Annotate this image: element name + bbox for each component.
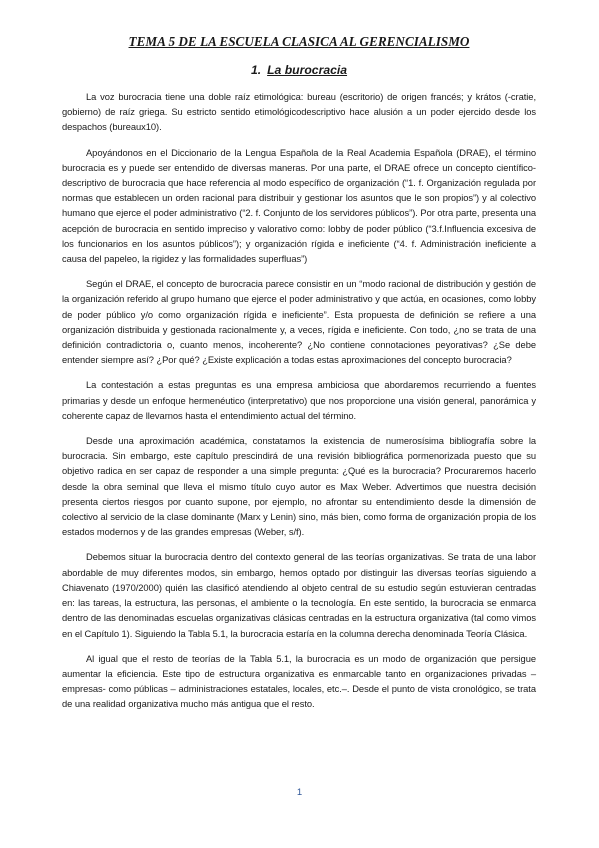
- paragraph-efficiency: Al igual que el resto de teorías de la Tabla 5.1, la burocracia es un modo de organización que persigue aumentar la eficiencia. Este tipo de estructura organizativa es enmarcable tanto en organizaciones privadas –empresas- como públicas – administraciones estatales, locales, etc.–. Desde el punto de vista cronológico, se trata de una realidad organizativa mucho más antigua que el resto.: [62, 653, 536, 710]
- section-title: La burocracia: [267, 63, 348, 77]
- section-number: 1.: [250, 63, 262, 77]
- paragraph-drae-definitions: Apoyándonos en el Diccionario de la Lengua Española de la Real Academia Española (DRAE), el término burocracia es y puede ser entendido de diversas maneras. Por una parte, el DRAE ofrece un concepto científico-descriptivo de burocracia que hace referencia al modo específico de organización (“1. f. Organización regulada por normas que establecen un orden racional para distribuir y gestionar los asuntos que le son propios”) y al colectivo humano que ejerce el poder administrativo (“2. f. Conjunto de los servidores públicos”). Por otra parte, presenta una acepción de burocracia en sentido impreciso y valorativo como: lobby de poder público (“3.f.Influencia excesiva de los funcionarios en los asuntos públicos”); y organización rígida e ineficiente (“4. f. Administración ineficiente a causa del papeleo, la rigidez y las formalidades superfluas”): [62, 147, 536, 265]
- document-title: TEMA 5 DE LA ESCUELA CLASICA AL GERENCIALISMO: [128, 34, 470, 49]
- page-number: 1: [296, 787, 303, 798]
- paragraph-academic: Desde una aproximación académica, constatamos la existencia de numerosísima bibliografía sobre la burocracia. Sin embargo, este capítulo prescindirá de una revisión bibliográfica pormenorizada puesto que su objetivo radica en ser capaz de responder a una simple pregunta: ¿Qué es la burocracia? Procuraremos hacerlo desde la obra seminal que lleva el mismo título cuyo autor es Max Weber. Advertimos que nuestra decisión presenta ciertos riesgos por cuanto supone, por ejemplo, no afrontar su entendimiento desde la dimensión de colectivo al servicio de la clase dominante (Marx y Lenin) sino, más bien, como forma de organización propia de los estados modernos y de las grandes empresas (Weber, s/f).: [62, 436, 536, 538]
- paragraph-approach: La contestación a estas preguntas es una empresa ambiciosa que abordaremos recurriendo a fuentes primarias y desde un enfoque hermenéutico (interpretativo) que nos proporcione una visión general, panorámica y coherente capaz de llevarnos hasta el entendimiento actual del término.: [62, 380, 536, 421]
- paragraph-etymology: La voz burocracia tiene una doble raíz etimológica: bureau (escritorio) de origen francés; y krátos (-cratie, gobierno) de raíz griega. Su estricto sentido etimológicodescriptivo hace alusión a un poder ejercido desde los despachos (bureaux10).: [62, 92, 536, 133]
- section-heading: [62, 62, 536, 78]
- paragraph-drae-concept: Según el DRAE, el concepto de burocracia parece consistir en un “modo racional de distribución y gestión de la organización referido al grupo humano que ejerce el poder administrativo y que actúa, en ocasiones, como lobby de poder público y/o como organización rígida e ineficiente”. Esta propuesta de definición se refiere a una organización distribuida y gestionada racionalmente y, a veces, rígida e ineficiente. Con todo, ¿no se trata de una definición contradictoria o, cuanto menos, incoherente? ¿No contiene connotaciones peyorativas? ¿Se debe entender siempre así? ¿Por qué? ¿Existe explicación a todas estas aproximaciones del concepto burocracia?: [62, 279, 536, 366]
- document-page: [62, 34, 536, 723]
- paragraph-organizational-theories: Debemos situar la burocracia dentro del contexto general de las teorías organizativas. Se trata de una labor abordable de muy diferentes modos, sin embargo, hemos optado por distinguir las diversas teorías siguiendo a Chiavenato (1970/2000) quién las clasificó atendiendo al objeto central de su estudio según estuvieran centradas en: las tareas, la estructura, las personas, el ambiente o la tecnología. En este sentido, la burocracia se enmarca dentro de las denominadas escuelas organizativas clásicas centradas en la estructura organizativa (tal como vimos en el Capítulo 1). Siguiendo la Tabla 5.1, la burocracia estaría en la columna derecha denominada Teoría Clásica.: [62, 552, 536, 639]
